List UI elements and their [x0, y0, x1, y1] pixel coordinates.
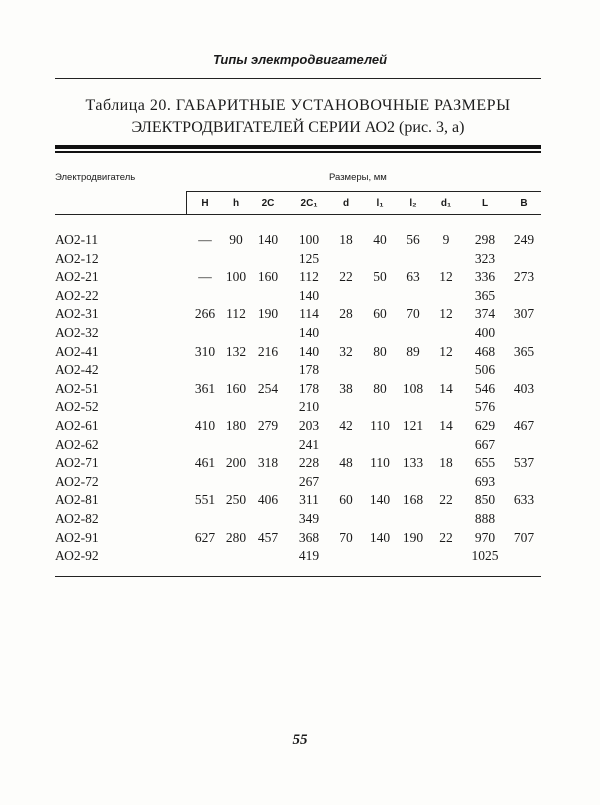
table-cell: 693	[474, 473, 496, 489]
table-cell: 406	[257, 492, 279, 508]
table-row	[0, 548, 600, 566]
motor-name: АО2-82	[55, 511, 99, 526]
table-cell: 18	[439, 455, 453, 471]
table-cell: 60	[373, 306, 387, 322]
table-cell: 627	[194, 529, 216, 545]
table-cell: 457	[257, 529, 279, 545]
motor-name: АО2-62	[55, 436, 99, 452]
motor-name: АО2-71	[55, 455, 99, 471]
table-cell: 40	[373, 232, 387, 247]
table-cell: 28	[339, 306, 353, 322]
table-cell: 467	[513, 418, 535, 433]
motor-name: АО2-41	[55, 343, 99, 359]
table-cell: 273	[513, 269, 535, 285]
table-cell: 60	[339, 492, 353, 508]
table-cell: 168	[402, 492, 424, 508]
motor-name: АО2-61	[55, 418, 99, 433]
motor-name: АО2-12	[55, 250, 99, 266]
table-cell: 14	[439, 380, 453, 396]
table-cell: 633	[513, 492, 535, 508]
table-cell: 112	[299, 269, 319, 285]
title-line-1: Таблица 20. ГАБАРИТНЫЕ УСТАНОВОЧНЫЕ РАЗМЕРЫ	[85, 97, 511, 114]
table-cell: 160	[225, 380, 247, 396]
table-cell: 888	[474, 511, 496, 526]
table-cell: 279	[257, 418, 279, 433]
table-cell: 298	[474, 232, 496, 247]
table-cell: 254	[257, 380, 279, 396]
table-cell: 419	[298, 548, 320, 564]
table-cell: 121	[402, 418, 424, 433]
motor-name: АО2-31	[55, 306, 99, 322]
column-header: l₁	[376, 198, 384, 209]
table-row	[0, 362, 600, 380]
table-cell: 368	[298, 529, 320, 545]
column-header: d	[342, 198, 350, 209]
table-cell: 400	[474, 325, 496, 340]
table-cell: 655	[474, 455, 496, 471]
motor-name: АО2-52	[55, 399, 99, 415]
table-cell: 114	[299, 306, 319, 322]
table-cell: 307	[513, 306, 535, 322]
table-cell: 468	[474, 343, 496, 359]
table-cell: 140	[298, 325, 320, 340]
table-cell: 9	[442, 232, 450, 247]
table-cell: 546	[474, 380, 496, 396]
table-cell: 1025	[471, 548, 499, 564]
table-cell: 22	[339, 269, 353, 285]
column-header: 2C	[261, 198, 275, 209]
table-cell: 349	[298, 511, 320, 526]
motor-name: АО2-11	[55, 232, 99, 247]
table-cell: 970	[474, 529, 496, 545]
table-cell: —	[198, 232, 212, 247]
table-cell: 506	[474, 362, 496, 378]
table-cell: 180	[225, 418, 247, 433]
table-row	[0, 418, 600, 436]
header-bottom-rule	[55, 214, 541, 215]
table-cell: 210	[298, 399, 320, 415]
table-row	[0, 474, 600, 492]
table-top-double-rule	[55, 145, 541, 153]
table-cell: 112	[226, 306, 246, 322]
table-cell: 140	[298, 343, 320, 359]
motor-name: АО2-42	[55, 362, 99, 378]
table-cell: 125	[298, 250, 320, 266]
column-header: L	[481, 198, 489, 209]
table-cell: 228	[298, 455, 320, 471]
motor-name: АО2-81	[55, 492, 99, 508]
table-row	[0, 251, 600, 269]
table-cell: 89	[406, 343, 420, 359]
table-cell: 178	[298, 380, 320, 396]
table-cell: 56	[406, 232, 420, 247]
title-line-2: ЭЛЕКТРОДВИГАТЕЛЕЙ СЕРИИ АО2 (рис. 3, а)	[131, 119, 465, 136]
table-row	[0, 232, 600, 250]
motor-name: АО2-22	[55, 287, 99, 303]
table-cell: 310	[194, 343, 216, 359]
table-cell: 132	[225, 343, 247, 359]
table-row	[0, 325, 600, 343]
table-cell: 90	[229, 232, 243, 247]
table-cell: 12	[439, 269, 453, 285]
table-row	[0, 381, 600, 399]
table-cell: 50	[373, 269, 387, 285]
table-row	[0, 399, 600, 417]
table-cell: 667	[474, 436, 496, 452]
column-header: H	[201, 198, 209, 209]
table-cell: 110	[370, 418, 390, 433]
table-cell: 249	[513, 232, 535, 247]
table-title	[55, 95, 541, 139]
table-cell: 160	[257, 269, 279, 285]
motor-name: АО2-21	[55, 269, 99, 285]
table-cell: 850	[474, 492, 496, 508]
header-divider	[186, 192, 187, 214]
table-cell: 108	[402, 380, 424, 396]
table-row	[0, 344, 600, 362]
table-cell: 280	[225, 529, 247, 545]
table-cell: 318	[257, 455, 279, 471]
table-cell: 537	[513, 455, 535, 471]
table-row	[0, 492, 600, 510]
table-row	[0, 511, 600, 529]
table-cell: 22	[439, 492, 453, 508]
table-cell: 22	[439, 529, 453, 545]
table-cell: 178	[298, 362, 320, 378]
table-cell: 18	[339, 232, 353, 247]
column-header: l₂	[409, 198, 417, 209]
table-cell: 203	[298, 418, 320, 433]
table-cell: 267	[298, 473, 320, 489]
column-header: 2C₁	[300, 198, 318, 209]
table-row	[0, 306, 600, 324]
table-cell: 70	[406, 306, 420, 322]
motor-name: АО2-32	[55, 325, 99, 340]
table-cell: —	[198, 269, 212, 285]
table-cell: 100	[225, 269, 247, 285]
table-row	[0, 437, 600, 455]
motor-name: АО2-51	[55, 380, 99, 396]
table-cell: 190	[257, 306, 279, 322]
table-cell: 140	[298, 287, 320, 303]
table-cell: 12	[439, 343, 453, 359]
table-cell: 140	[369, 492, 391, 508]
table-cell: 12	[439, 306, 453, 322]
table-cell: 461	[194, 455, 216, 471]
table-cell: 38	[339, 380, 353, 396]
table-cell: 140	[369, 529, 391, 545]
table-cell: 707	[513, 529, 535, 545]
table-cell: 361	[194, 380, 216, 396]
table-cell: 80	[373, 343, 387, 359]
header-mid-rule	[186, 191, 541, 192]
table-cell: 365	[513, 343, 535, 359]
motor-name: АО2-91	[55, 529, 99, 545]
table-cell: 241	[298, 436, 320, 452]
column-header: h	[232, 198, 240, 209]
table-cell: 140	[257, 232, 279, 247]
table-cell: 250	[225, 492, 247, 508]
column-header: d₁	[440, 198, 452, 209]
table-row	[0, 530, 600, 548]
table-cell: 336	[474, 269, 496, 285]
column-header: B	[520, 198, 528, 209]
header-motor: Электродвигатель	[55, 172, 136, 183]
table-cell: 42	[339, 418, 353, 433]
table-cell: 14	[439, 418, 453, 433]
table-cell: 365	[474, 287, 496, 303]
page-number: 55	[292, 732, 308, 748]
top-rule	[55, 78, 541, 79]
table-cell: 403	[513, 380, 535, 396]
table-cell: 551	[194, 492, 216, 508]
table-cell: 70	[339, 529, 353, 545]
header-sizes: Размеры, мм	[329, 172, 387, 183]
table-cell: 311	[299, 492, 319, 508]
table-cell: 629	[474, 418, 496, 433]
table-cell: 80	[373, 380, 387, 396]
table-cell: 32	[339, 343, 353, 359]
table-cell: 190	[402, 529, 424, 545]
table-row	[0, 269, 600, 287]
motor-name: АО2-92	[55, 548, 99, 564]
table-cell: 63	[406, 269, 420, 285]
table-cell: 266	[194, 306, 216, 322]
table-cell: 100	[298, 232, 320, 247]
table-row	[0, 455, 600, 473]
table-cell: 323	[474, 250, 496, 266]
table-cell: 110	[370, 455, 390, 471]
table-cell: 576	[474, 399, 496, 415]
table-cell: 216	[257, 343, 279, 359]
motor-name: АО2-72	[55, 473, 99, 489]
table-cell: 410	[194, 418, 216, 433]
table-cell: 133	[402, 455, 424, 471]
running-head: Типы электродвигателей	[212, 52, 388, 67]
table-row	[0, 288, 600, 306]
table-cell: 374	[474, 306, 496, 322]
table-bottom-rule	[55, 576, 541, 577]
table-cell: 200	[225, 455, 247, 471]
table-cell: 48	[339, 455, 353, 471]
